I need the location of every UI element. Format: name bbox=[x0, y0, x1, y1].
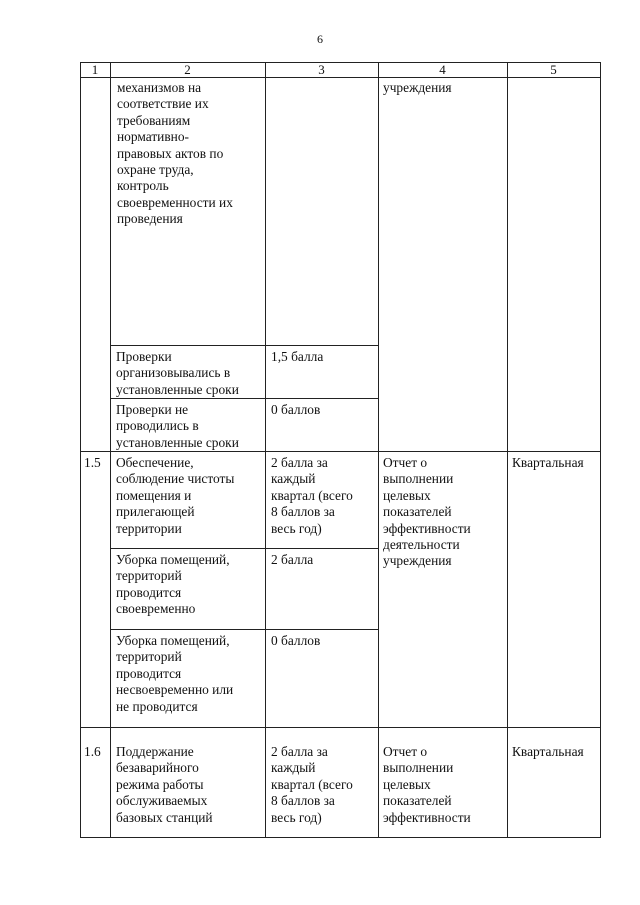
continued-criterion-text: механизмов на соответствие их требованиям нормативно- правовых актов по охране труда, контроль своевременности их проведения bbox=[117, 80, 233, 227]
column-divider bbox=[265, 62, 266, 838]
table-border-bottom bbox=[80, 837, 601, 838]
criterion-text: Поддержание безаварийного режима работы обслуживаемых базовых станций bbox=[116, 744, 213, 825]
row-number: 1.5 bbox=[84, 455, 101, 470]
criterion-text: Обеспечение, соблюдение чистоты помещения и прилегающей территории bbox=[116, 455, 235, 536]
score-text: 2 балла за каждый квартал (всего 8 баллов за весь год) bbox=[271, 455, 353, 536]
header-col-2: 2 bbox=[184, 62, 191, 77]
column-divider bbox=[378, 62, 379, 838]
subcriterion-score: 0 баллов bbox=[271, 633, 321, 648]
subcriterion-text: Проверки не проводились в установленные сроки bbox=[116, 402, 239, 450]
table-border-right bbox=[600, 62, 601, 838]
row-divider bbox=[110, 548, 378, 549]
header-col-5: 5 bbox=[550, 62, 557, 77]
row-divider bbox=[80, 727, 601, 728]
subcriterion-score: 0 баллов bbox=[271, 402, 321, 417]
subcriterion-text: Уборка помещений, территорий проводится своевременно bbox=[116, 552, 230, 617]
subcriterion-score: 2 балла bbox=[271, 552, 314, 567]
continued-report-text: учреждения bbox=[383, 80, 452, 95]
table-border-left bbox=[80, 62, 81, 838]
subcriterion-text: Уборка помещений, территорий проводится несвоевременно или не проводится bbox=[116, 633, 234, 714]
column-divider bbox=[110, 62, 111, 838]
subcriterion-score: 1,5 балла bbox=[271, 349, 324, 364]
column-divider bbox=[507, 62, 508, 838]
row-divider bbox=[110, 345, 378, 346]
header-col-3: 3 bbox=[318, 62, 325, 77]
periodicity-text: Квартальная bbox=[512, 455, 584, 470]
row-divider bbox=[110, 629, 378, 630]
subcriterion-text: Проверки организовывались в установленные сроки bbox=[116, 349, 239, 397]
score-text: 2 балла за каждый квартал (всего 8 баллов за весь год) bbox=[271, 744, 353, 825]
header-col-1: 1 bbox=[91, 62, 99, 77]
header-divider bbox=[80, 77, 601, 78]
page-number: 6 bbox=[317, 32, 323, 46]
row-number: 1.6 bbox=[84, 744, 101, 759]
report-text: Отчет о выполнении целевых показателей эффективности деятельности учреждения bbox=[383, 455, 471, 569]
periodicity-text: Квартальная bbox=[512, 744, 584, 759]
report-text: Отчет о выполнении целевых показателей эффективности bbox=[383, 744, 471, 825]
header-col-4: 4 bbox=[439, 62, 446, 77]
